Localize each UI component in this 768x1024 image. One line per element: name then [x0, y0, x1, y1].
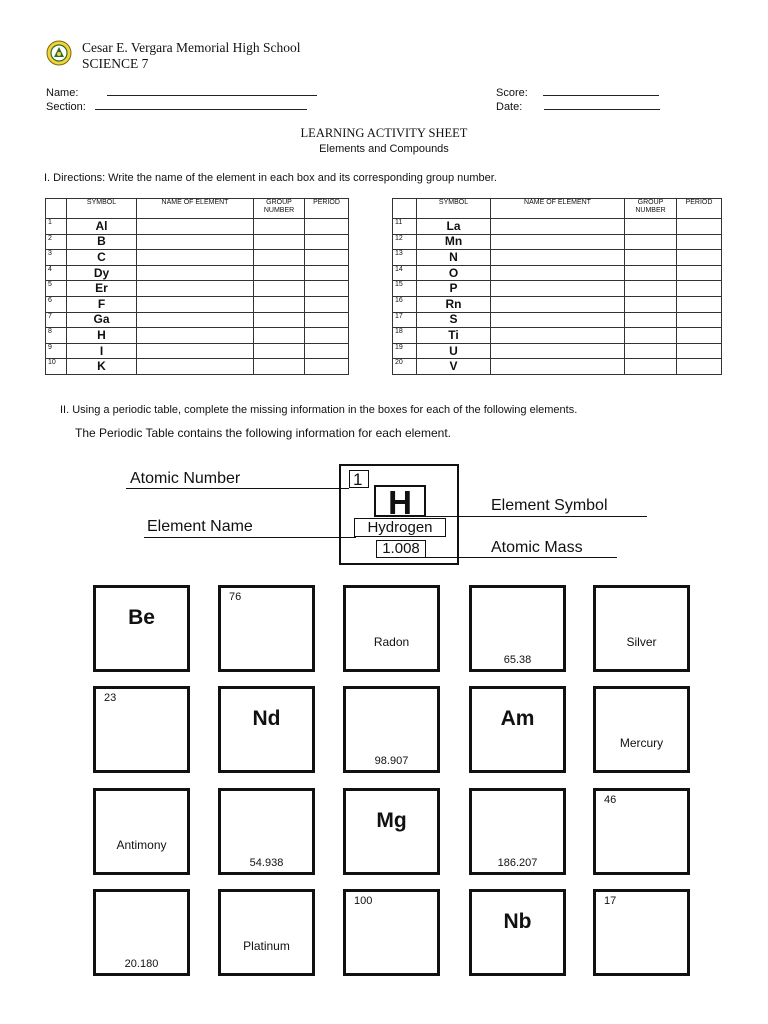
leader-atomic-mass: [426, 557, 617, 558]
group-number-blank[interactable]: [625, 265, 677, 281]
element-symbol: C: [67, 250, 137, 266]
period-blank[interactable]: [305, 359, 349, 375]
row-number: 15: [393, 281, 417, 297]
score-blank[interactable]: [543, 86, 659, 96]
row-number: 18: [393, 328, 417, 344]
element-card[interactable]: [469, 788, 566, 875]
row-number: 2: [46, 234, 67, 250]
element-card[interactable]: [93, 686, 190, 773]
legend-symbol: H: [374, 485, 426, 517]
table-row: [393, 265, 722, 281]
table-row: [393, 328, 722, 344]
card-symbol: Am: [500, 707, 535, 730]
table-row: [393, 359, 722, 375]
element-name-blank[interactable]: [491, 328, 625, 344]
row-number: 12: [393, 234, 417, 250]
group-number-blank[interactable]: [254, 328, 305, 344]
leader-atomic-number: [126, 488, 349, 489]
row-number: 11: [393, 219, 417, 235]
period-blank[interactable]: [305, 343, 349, 359]
col-name: NAME OF ELEMENT: [137, 199, 254, 219]
group-number-blank[interactable]: [625, 343, 677, 359]
part1-directions: I. Directions: Write the name of the element in each box and its corresponding group number.: [44, 172, 497, 184]
element-name-blank[interactable]: [137, 359, 254, 375]
name-field[interactable]: [46, 86, 317, 99]
col-symbol: SYMBOL: [67, 199, 137, 219]
card-atomic-number: 76: [229, 591, 242, 603]
element-card[interactable]: [218, 889, 315, 976]
element-symbol: Al: [67, 219, 137, 235]
group-number-blank[interactable]: [254, 359, 305, 375]
legend-name: Hydrogen: [354, 518, 446, 537]
table-row: [46, 296, 349, 312]
table-header-row: [393, 199, 722, 219]
element-name-blank[interactable]: [137, 343, 254, 359]
element-name-blank[interactable]: [137, 281, 254, 297]
score-label: Score:: [496, 87, 528, 99]
card-atomic-mass: 65.38: [503, 654, 532, 666]
table-row: [46, 281, 349, 297]
school-name: Cesar E. Vergara Memorial High School: [82, 40, 301, 55]
element-name-blank[interactable]: [491, 219, 625, 235]
element-card[interactable]: [218, 686, 315, 773]
card-element-name: Antimony: [116, 838, 167, 852]
period-blank[interactable]: [677, 328, 722, 344]
element-symbol: La: [417, 219, 491, 235]
period-blank[interactable]: [305, 219, 349, 235]
section-label: Section:: [46, 101, 86, 113]
element-name-blank[interactable]: [491, 312, 625, 328]
element-card[interactable]: [469, 686, 566, 773]
table-row: [46, 250, 349, 266]
element-name-blank[interactable]: [137, 328, 254, 344]
period-blank[interactable]: [305, 234, 349, 250]
row-number: 4: [46, 265, 67, 281]
table-row: [46, 234, 349, 250]
element-name-blank[interactable]: [137, 250, 254, 266]
score-field[interactable]: [496, 86, 659, 99]
card-symbol: Be: [128, 606, 155, 629]
element-name-blank[interactable]: [137, 234, 254, 250]
element-name-blank[interactable]: [137, 312, 254, 328]
element-symbol: P: [417, 281, 491, 297]
part2-directions: II. Using a periodic table, complete the missing information in the boxes for each of the following elements.: [60, 404, 578, 416]
element-symbol: O: [417, 265, 491, 281]
col-period: PERIOD: [305, 199, 349, 219]
row-number: 14: [393, 265, 417, 281]
row-number: 16: [393, 296, 417, 312]
group-number-blank[interactable]: [625, 234, 677, 250]
element-symbol: Ti: [417, 328, 491, 344]
sheet-subtitle: Elements and Compounds: [319, 143, 449, 155]
name-label: Name:: [46, 87, 79, 99]
period-blank[interactable]: [305, 312, 349, 328]
element-table-right: [392, 198, 722, 375]
element-name-blank[interactable]: [491, 296, 625, 312]
table-row: [393, 296, 722, 312]
element-card[interactable]: [593, 585, 690, 672]
col-name: NAME OF ELEMENT: [491, 199, 625, 219]
label-atomic-mass: Atomic Mass: [491, 539, 583, 556]
period-blank[interactable]: [305, 250, 349, 266]
group-number-blank[interactable]: [625, 312, 677, 328]
table-row: [46, 219, 349, 235]
group-number-blank[interactable]: [625, 328, 677, 344]
group-number-blank[interactable]: [254, 265, 305, 281]
period-blank[interactable]: [677, 312, 722, 328]
card-symbol: Mg: [376, 809, 407, 832]
school-logo-icon: [46, 40, 72, 66]
col-group: GROUP NUMBER: [254, 199, 305, 219]
card-atomic-mass: 186.207: [497, 857, 538, 869]
table-row: [393, 250, 722, 266]
row-number: 20: [393, 359, 417, 375]
card-atomic-number: 46: [604, 794, 617, 806]
element-name-blank[interactable]: [491, 359, 625, 375]
element-card[interactable]: [469, 889, 566, 976]
element-symbol: K: [67, 359, 137, 375]
element-name-blank[interactable]: [137, 265, 254, 281]
element-card[interactable]: [343, 788, 440, 875]
element-card[interactable]: [593, 686, 690, 773]
card-atomic-mass: 98.907: [374, 755, 409, 767]
row-number: 8: [46, 328, 67, 344]
element-name-blank[interactable]: [491, 265, 625, 281]
date-field[interactable]: [496, 100, 660, 113]
group-number-blank[interactable]: [254, 219, 305, 235]
element-name-blank[interactable]: [137, 296, 254, 312]
subject-name: SCIENCE 7: [82, 56, 149, 71]
element-symbol: H: [67, 328, 137, 344]
period-blank[interactable]: [677, 265, 722, 281]
element-symbol: U: [417, 343, 491, 359]
table-header-row: [46, 199, 349, 219]
school-header: [82, 40, 300, 72]
card-atomic-number: 17: [604, 895, 617, 907]
col-number: [393, 199, 417, 219]
row-number: 10: [46, 359, 67, 375]
element-symbol: S: [417, 312, 491, 328]
label-element-symbol: Element Symbol: [491, 497, 608, 514]
element-symbol: Rn: [417, 296, 491, 312]
legend-mass: 1.008: [376, 540, 426, 558]
table-row: [46, 328, 349, 344]
card-element-name: Platinum: [243, 939, 290, 953]
period-blank[interactable]: [677, 359, 722, 375]
group-number-blank[interactable]: [625, 359, 677, 375]
group-number-blank[interactable]: [254, 234, 305, 250]
element-card[interactable]: [93, 788, 190, 875]
name-blank[interactable]: [107, 86, 317, 96]
date-label: Date:: [496, 101, 523, 113]
group-number-blank[interactable]: [625, 250, 677, 266]
element-card[interactable]: [593, 889, 690, 976]
period-blank[interactable]: [305, 281, 349, 297]
element-card[interactable]: [218, 585, 315, 672]
element-symbol: Dy: [67, 265, 137, 281]
legend-atomic-number: 1: [349, 470, 369, 488]
col-symbol: SYMBOL: [417, 199, 491, 219]
element-name-blank[interactable]: [491, 250, 625, 266]
element-symbol: N: [417, 250, 491, 266]
card-symbol: Nd: [252, 707, 281, 730]
card-atomic-number: 23: [104, 692, 117, 704]
group-number-blank[interactable]: [254, 250, 305, 266]
row-number: 5: [46, 281, 67, 297]
row-number: 19: [393, 343, 417, 359]
table-row: [46, 265, 349, 281]
element-card[interactable]: [343, 889, 440, 976]
col-number: [46, 199, 67, 219]
period-blank[interactable]: [677, 219, 722, 235]
leader-element-name: [144, 537, 356, 538]
card-atomic-mass: 54.938: [249, 857, 284, 869]
col-period: PERIOD: [677, 199, 722, 219]
element-card[interactable]: [93, 889, 190, 976]
period-blank[interactable]: [305, 296, 349, 312]
card-element-name: Mercury: [619, 736, 664, 750]
table-row: [46, 359, 349, 375]
element-table-left: [45, 198, 349, 375]
element-name-blank[interactable]: [137, 219, 254, 235]
label-atomic-number: Atomic Number: [130, 470, 241, 487]
table-row: [393, 343, 722, 359]
group-number-blank[interactable]: [254, 281, 305, 297]
group-number-blank[interactable]: [625, 219, 677, 235]
group-number-blank[interactable]: [254, 296, 305, 312]
card-element-name: Silver: [626, 635, 657, 649]
element-symbol: F: [67, 296, 137, 312]
element-card[interactable]: [93, 585, 190, 672]
row-number: 9: [46, 343, 67, 359]
period-blank[interactable]: [677, 343, 722, 359]
card-symbol: Nb: [503, 910, 532, 933]
element-name-blank[interactable]: [491, 234, 625, 250]
period-blank[interactable]: [677, 296, 722, 312]
element-card[interactable]: [218, 788, 315, 875]
period-blank[interactable]: [305, 265, 349, 281]
row-number: 17: [393, 312, 417, 328]
period-blank[interactable]: [677, 281, 722, 297]
section-field[interactable]: [46, 100, 307, 113]
table-row: [393, 312, 722, 328]
element-name-blank[interactable]: [491, 343, 625, 359]
sheet-title: LEARNING ACTIVITY SHEET: [300, 126, 468, 140]
element-symbol: Mn: [417, 234, 491, 250]
row-number: 7: [46, 312, 67, 328]
date-blank[interactable]: [544, 100, 660, 110]
element-symbol: V: [417, 359, 491, 375]
element-card[interactable]: [343, 686, 440, 773]
row-number: 1: [46, 219, 67, 235]
table-row: [46, 343, 349, 359]
element-symbol: I: [67, 343, 137, 359]
element-symbol: B: [67, 234, 137, 250]
card-atomic-number: 100: [354, 895, 373, 907]
row-number: 6: [46, 296, 67, 312]
group-number-blank[interactable]: [254, 312, 305, 328]
period-blank[interactable]: [677, 234, 722, 250]
element-card[interactable]: [469, 585, 566, 672]
section-blank[interactable]: [95, 100, 307, 110]
card-element-name: Radon: [373, 635, 410, 649]
row-number: 3: [46, 250, 67, 266]
element-card[interactable]: [343, 585, 440, 672]
table-row: [46, 312, 349, 328]
table-row: [393, 219, 722, 235]
element-symbol: Er: [67, 281, 137, 297]
group-number-blank[interactable]: [625, 281, 677, 297]
group-number-blank[interactable]: [254, 343, 305, 359]
leader-element-symbol: [426, 516, 647, 517]
period-blank[interactable]: [677, 250, 722, 266]
row-number: 13: [393, 250, 417, 266]
element-card[interactable]: [593, 788, 690, 875]
label-element-name: Element Name: [147, 518, 253, 535]
element-name-blank[interactable]: [491, 281, 625, 297]
element-symbol: Ga: [67, 312, 137, 328]
group-number-blank[interactable]: [625, 296, 677, 312]
table-row: [393, 281, 722, 297]
col-group: GROUP NUMBER: [625, 199, 677, 219]
card-atomic-mass: 20.180: [124, 958, 159, 970]
part2-intro: The Periodic Table contains the following information for each element.: [75, 426, 451, 440]
period-blank[interactable]: [305, 328, 349, 344]
table-row: [393, 234, 722, 250]
